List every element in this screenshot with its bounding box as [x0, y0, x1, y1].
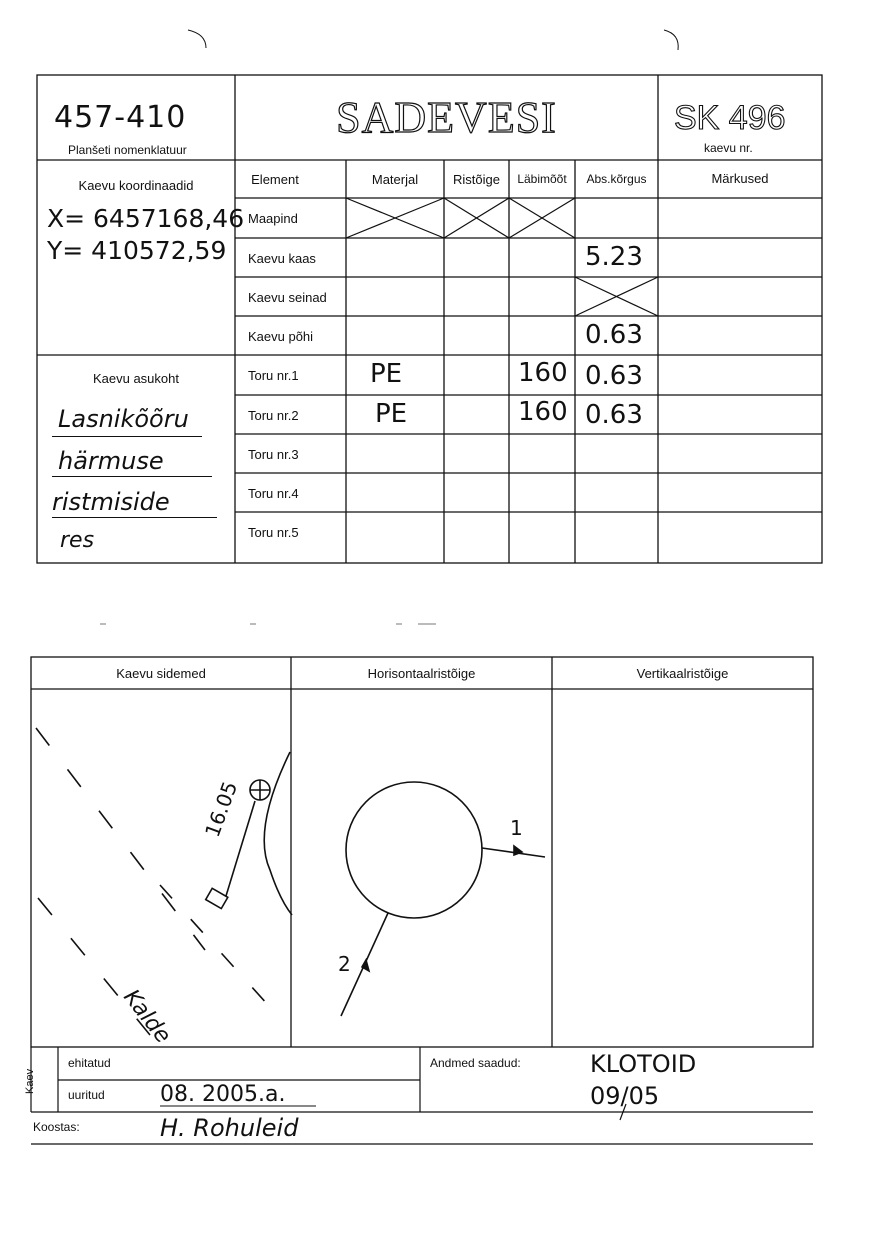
column-header-markused: Märkused	[711, 171, 769, 186]
distance-label: 16.05	[200, 778, 243, 841]
row-label: Kaevu põhi	[248, 329, 314, 344]
site-sketch	[36, 728, 292, 1035]
underline	[52, 517, 217, 518]
koostas-label: Koostas:	[33, 1120, 80, 1134]
table-cell-abs: 0.63	[585, 400, 643, 430]
row-label: Toru nr.2	[248, 408, 299, 423]
table-cell-abs: 0.63	[585, 320, 643, 350]
page-title: SADEVESI	[336, 93, 557, 142]
table-cell-materjal: PE	[370, 359, 403, 389]
row-label: Maapind	[248, 211, 298, 226]
row-label: Toru nr.4	[248, 486, 299, 501]
ehitatud-label: ehitatud	[68, 1056, 111, 1070]
row-label: Kaevu seinad	[248, 290, 327, 305]
table-cell-abs: 5.23	[585, 242, 643, 272]
uuritud-value: 08. 2005.a.	[160, 1082, 286, 1107]
column-header-materjal: Materjal	[371, 172, 419, 187]
footer-side-label: Kaev	[24, 1068, 36, 1094]
road-label: Kalde	[118, 985, 176, 1049]
uuritud-label: uuritud	[68, 1088, 105, 1102]
location-label: Kaevu asukoht	[92, 371, 179, 386]
well-number-value: SK 496	[674, 99, 786, 137]
location-line-3: ristmiside	[52, 488, 170, 516]
location-line-4: res	[60, 528, 95, 553]
pipe-1-label: 1	[510, 816, 523, 840]
andmed-label: Andmed saadud:	[430, 1056, 521, 1070]
coordinate-x: X= 6457168,46	[47, 204, 245, 233]
punch-mark-left	[188, 30, 206, 48]
table-cell-labimoot: 160	[518, 358, 568, 388]
location-line-1: Lasnikõõru	[58, 405, 189, 433]
punch-mark-right	[664, 30, 678, 50]
sketch-header-vertical: Vertikaalristõige	[636, 666, 729, 681]
pipe-2-label: 2	[338, 952, 351, 976]
location-line-2: härmuse	[58, 447, 164, 475]
sketch-header-horizontal: Horisontaalristõige	[367, 666, 476, 681]
table-cell-materjal: PE	[375, 399, 408, 429]
underline	[52, 476, 212, 477]
nomenclature-value: 457-410	[54, 100, 187, 135]
nomenclature-label: Planšeti nomenklatuur	[68, 143, 187, 157]
coordinate-y: Y= 410572,59	[47, 236, 227, 265]
row-label: Toru nr.1	[248, 368, 299, 383]
andmed-source: KLOTOID	[590, 1050, 697, 1078]
sketch-header-connections: Kaevu sidemed	[116, 666, 206, 681]
row-label: Kaevu kaas	[248, 251, 316, 266]
table-cell-abs: 0.63	[585, 361, 643, 391]
column-header-labimoot: Läbimõõt	[517, 172, 567, 186]
underline	[52, 436, 202, 437]
column-header-element: Element	[251, 172, 299, 187]
column-header-abs-korgus: Abs.kõrgus	[586, 172, 647, 186]
row-label: Toru nr.5	[248, 525, 299, 540]
coordinates-label: Kaevu koordinaadid	[78, 178, 194, 193]
koostas-value: H. Rohuleid	[160, 1114, 299, 1142]
row-label: Toru nr.3	[248, 447, 299, 462]
column-header-ristloige: Ristõige	[453, 172, 500, 187]
well-number-label: kaevu nr.	[704, 141, 753, 155]
table-cell-labimoot: 160	[518, 397, 568, 427]
andmed-date: 09/05	[590, 1082, 660, 1110]
sketch-grid	[31, 657, 813, 1047]
